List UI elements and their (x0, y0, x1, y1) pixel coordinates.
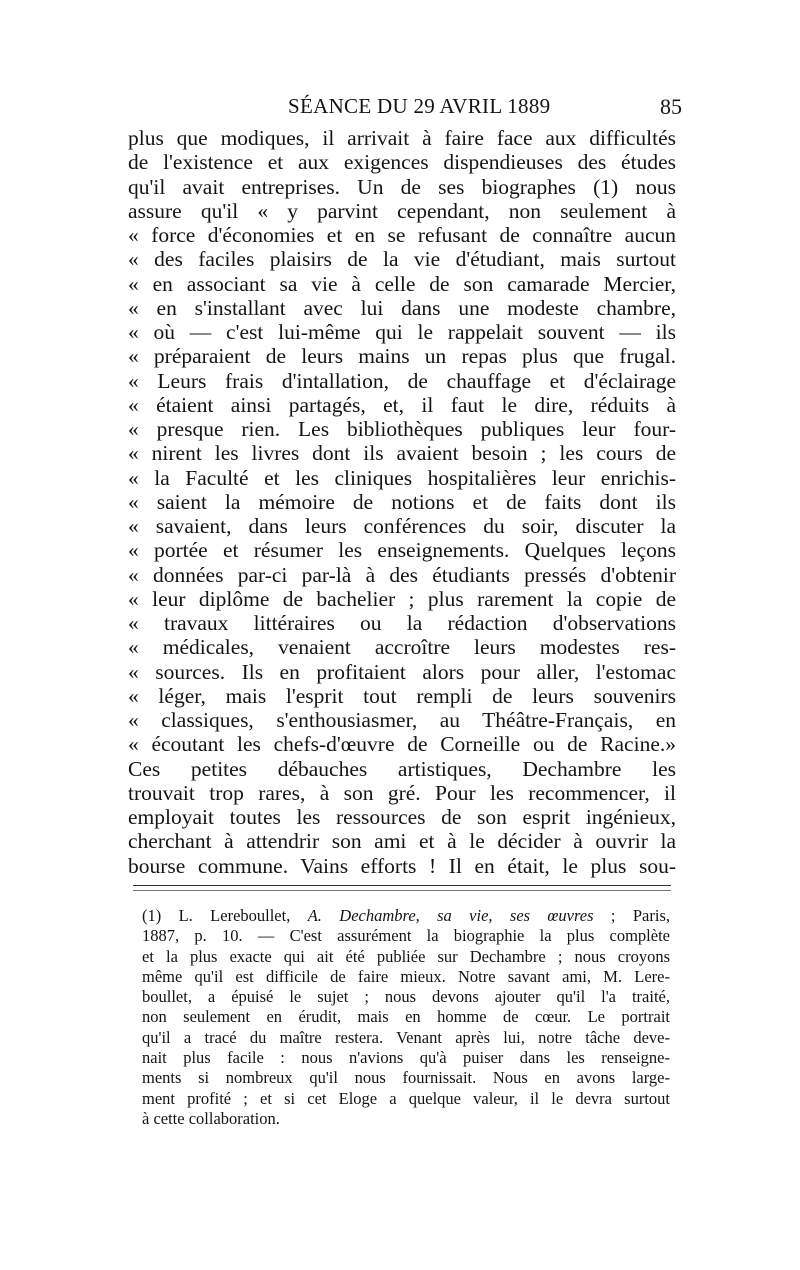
main-text (128, 126, 676, 878)
text-line: de l'existence et aux exigences dispendieuses des études (128, 150, 676, 175)
book-title: A. Dechambre, sa vie, ses œuvres (307, 906, 594, 925)
text-line: « en s'installant avec lui dans une modeste chambre, (128, 295, 676, 320)
text-line: « Leurs frais d'intallation, de chauffage et d'éclairage (128, 368, 676, 393)
text-line: assure qu'il « y parvint cependant, non seulement à (128, 198, 676, 223)
footnote-separator (133, 885, 671, 886)
text-line: « des faciles plaisirs de la vie d'étudiant, mais surtout (128, 247, 676, 272)
footnote-line: à cette collaboration. (142, 1108, 280, 1128)
text-line: « nirent les livres dont ils avaient besoin ; les cours de (128, 441, 676, 466)
text-line: « portée et résumer les enseignements. Quelques leçons (128, 538, 676, 563)
text-line: bourse commune. Vains efforts ! Il en était, le plus sou- (128, 853, 676, 878)
footnote-line: non seulement en érudit, mais en homme de cœur. Le portrait (142, 1007, 670, 1027)
text-line: « médicales, venaient accroître leurs modestes res- (128, 635, 676, 660)
footnote-line: nait plus facile : nous n'avions qu'à puiser dans les renseigne- (142, 1048, 670, 1068)
text-line: « données par-ci par-là à des étudiants pressés d'obtenir (128, 562, 676, 587)
footnote-line: boullet, a épuisé le sujet ; nous devons ajouter qu'il l'a traité, (142, 987, 670, 1007)
text-line: cherchant à attendrir son ami et à le décider à ouvrir la (128, 829, 676, 854)
footnote-line: ment profité ; et si cet Eloge a quelque valeur, il le devra surtout (142, 1088, 670, 1108)
text-line: « travaux littéraires ou la rédaction d'observations (128, 611, 676, 635)
footnote-separator-lower (133, 890, 671, 891)
text-line: employait toutes les ressources de son esprit ingénieux, (128, 805, 676, 829)
footnote-line: ments si nombreux qu'il nous fournissait. Nous en avons large- (142, 1068, 670, 1088)
footnote (142, 906, 670, 1129)
text-line: « force d'économies et en se refusant de connaître aucun (128, 223, 676, 247)
text-line: plus que modiques, il arrivait à faire face aux difficultés (128, 126, 676, 150)
text-line: « leur diplôme de bachelier ; plus rarement la copie de (128, 586, 676, 611)
running-title: SÉANCE DU 29 AVRIL 1889 (288, 94, 551, 118)
text-line: « savaient, dans leurs conférences du soir, discuter la (128, 514, 676, 538)
text-line: qu'il avait entreprises. Un de ses biographes (1) nous (128, 174, 676, 199)
text-line: Ces petites débauches artistiques, Dechambre les (128, 756, 676, 781)
text-line: « classiques, s'enthousiasmer, au Théâtre-Français, en (128, 708, 676, 732)
text-line: « sources. Ils en profitaient alors pour aller, l'estomac (128, 659, 676, 684)
text-line: « où — c'est lui-même qui le rappelait souvent — ils (128, 320, 676, 344)
text-line: « presque rien. Les bibliothèques publiques leur four- (128, 417, 676, 441)
text-line: « en associant sa vie à celle de son camarade Mercier, (128, 271, 676, 296)
footnote-line: (1) L. Lereboullet, A. Dechambre, sa vie, ses œuvres ; Paris, (142, 906, 670, 925)
running-header (128, 94, 682, 124)
text-line: trouvait trop rares, à son gré. Pour les recommencer, il (128, 780, 676, 805)
text-line: « préparaient de leurs mains un repas plus que frugal. (128, 344, 676, 369)
footnote-line: même qu'il est difficile de faire mieux. Notre savant ami, M. Lere- (142, 966, 670, 986)
text-line: « la Faculté et les cliniques hospitalières leur enrichis- (128, 465, 676, 490)
text-line: « léger, mais l'esprit tout rempli de leurs souvenirs (128, 683, 676, 708)
text-line: « saient la mémoire de notions et de faits dont ils (128, 489, 676, 514)
text-line: « écoutant les chefs-d'œuvre de Corneille ou de Racine.» (128, 732, 676, 757)
page-number: 85 (660, 94, 682, 119)
footnote-line: qu'il a tracé du maître restera. Venant après lui, notre tâche deve- (142, 1027, 670, 1047)
text-line: « étaient ainsi partagés, et, il faut le dire, réduits à (128, 392, 676, 417)
footnote-line: 1887, p. 10. — C'est assurément la biographie la plus complète (142, 926, 670, 946)
footnote-line: et la plus exacte qui ait été publiée sur Dechambre ; nous croyons (142, 946, 670, 966)
